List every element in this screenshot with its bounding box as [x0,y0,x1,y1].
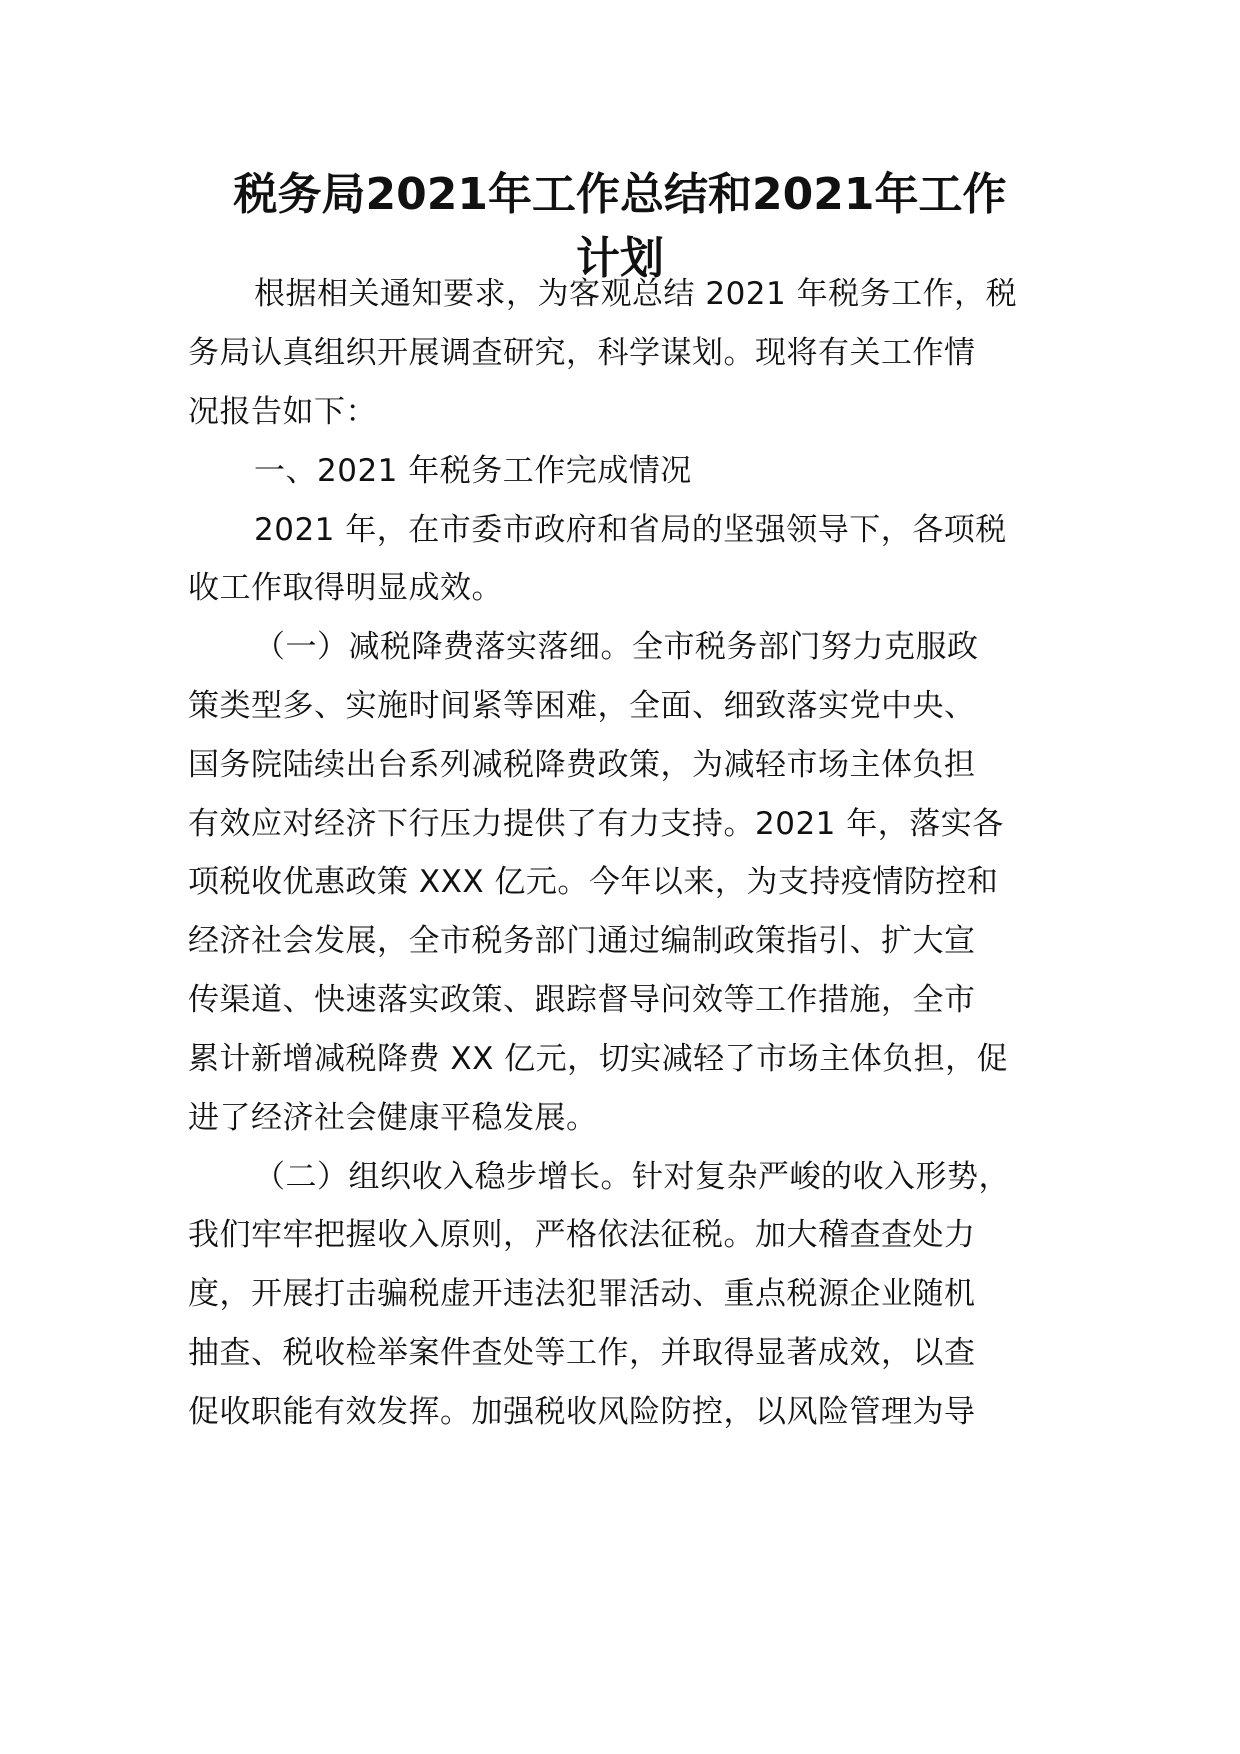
body-line: 促收职能有效发挥。加强税收风险防控，以风险管理为导 [188,1394,976,1430]
body-line: 况报告如下： [188,394,377,430]
body-line: （一）减税降费落实落细。全市税务部门努力克服政 [254,629,979,665]
body-line: 2021 年，在市委市政府和省局的坚强领导下，各项税 [254,512,1007,548]
body-line: 项税收优惠政策 XXX 亿元。今年以来，为支持疫情防控和 [188,864,999,900]
body-line: 抽查、税收检举案件查处等工作，并取得显著成效，以查 [188,1335,976,1371]
title-line-1: 税务局2021年工作总结和2021年工作 [233,169,1007,220]
body-line: （二）组织收入稳步增长。针对复杂严峻的收入形势， [254,1159,1010,1195]
body-line: 务局认真组织开展调查研究，科学谋划。现将有关工作情 [188,335,976,371]
body-line: 进了经济社会健康平稳发展。 [188,1100,598,1136]
section-heading: 一、2021 年税务工作完成情况 [254,453,692,489]
body-line: 有效应对经济下行压力提供了有力支持。2021 年，落实各 [188,806,1004,842]
body-line: 根据相关通知要求，为客观总结 2021 年税务工作，税 [254,276,1018,312]
body-line: 收工作取得明显成效。 [188,570,503,606]
body-line: 国务院陆续出台系列减税降费政策，为减轻市场主体负担 [188,747,976,783]
body-line: 传渠道、快速落实政策、跟踪督导问效等工作措施，全市 [188,982,976,1018]
body-line: 策类型多、实施时间紧等困难，全面、细致落实党中央、 [188,688,976,724]
body-line: 累计新增减税降费 XX 亿元，切实减轻了市场主体负担，促 [188,1041,1009,1077]
body-line: 我们牢牢把握收入原则，严格依法征税。加大稽查查处力 [188,1217,976,1253]
title-line-2: 计划 [576,233,664,284]
body-line: 度，开展打击骗税虚开违法犯罪活动、重点税源企业随机 [188,1276,976,1312]
body-line: 经济社会发展，全市税务部门通过编制政策指引、扩大宣 [188,923,976,959]
